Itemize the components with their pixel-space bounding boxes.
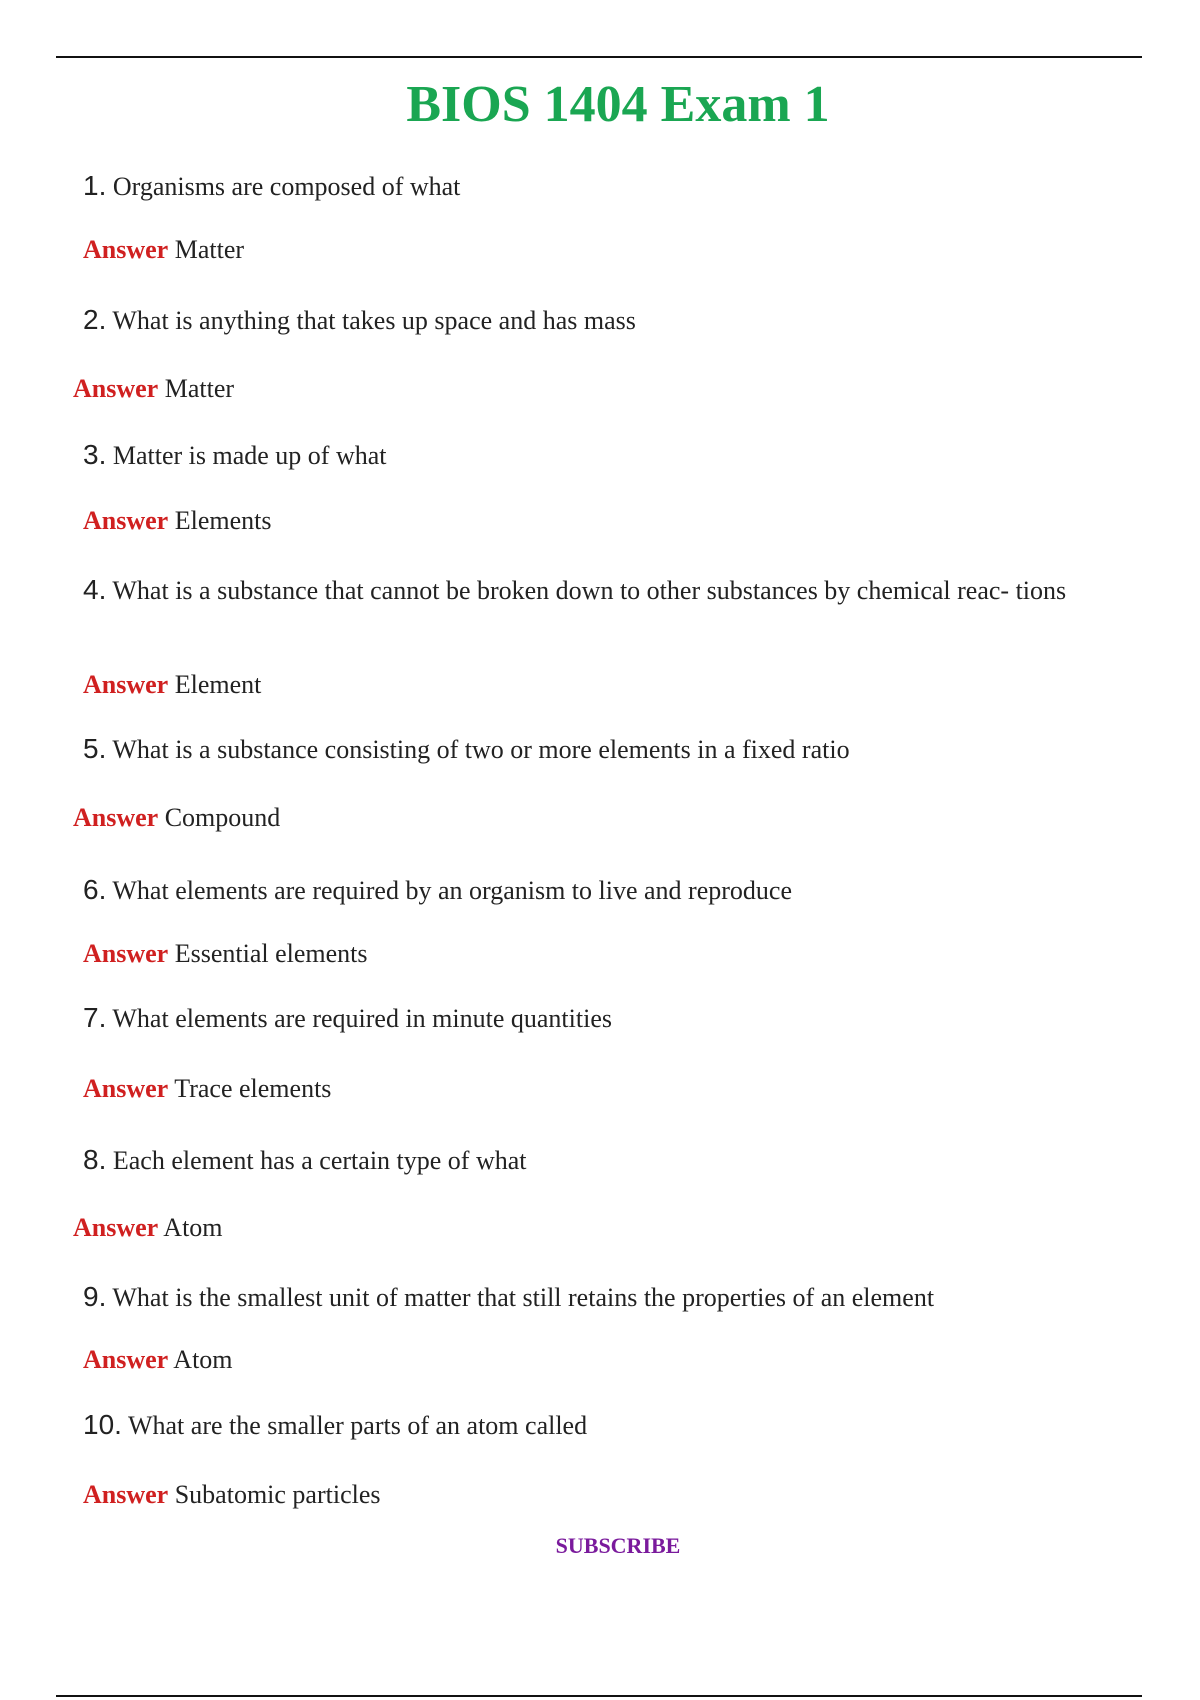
question-text: What are the smaller parts of an atom called xyxy=(127,1411,588,1440)
question-number: 3. xyxy=(83,439,107,470)
answer-text: Elements xyxy=(174,506,272,535)
answer-text: Compound xyxy=(164,803,281,832)
answer-text: Atom xyxy=(173,1345,233,1374)
answer-label: Answer xyxy=(83,235,169,264)
question-7 xyxy=(83,1003,612,1034)
answer-text: Trace elements xyxy=(174,1074,332,1103)
question-3 xyxy=(83,440,387,471)
answer-label: Answer xyxy=(83,1480,169,1509)
question-text: Matter is made up of what xyxy=(112,441,387,470)
answer-1 xyxy=(83,235,244,265)
question-number: 4. xyxy=(83,574,107,605)
answer-5 xyxy=(73,803,280,833)
answer-6 xyxy=(83,939,368,969)
question-6 xyxy=(83,875,792,906)
answer-label: Answer xyxy=(73,1213,159,1242)
question-5 xyxy=(83,734,850,765)
answer-text: Element xyxy=(174,670,262,699)
question-number: 7. xyxy=(83,1002,107,1033)
answer-7 xyxy=(83,1074,331,1104)
answer-text: Atom xyxy=(163,1213,223,1242)
question-4 xyxy=(83,575,1083,606)
question-text: What is a substance consisting of two or more elements in a fixed ratio xyxy=(112,735,850,764)
question-10 xyxy=(83,1410,587,1441)
answer-2 xyxy=(73,374,234,404)
answer-label: Answer xyxy=(83,1345,169,1374)
answer-text: Essential elements xyxy=(174,939,368,968)
answer-3 xyxy=(83,506,271,536)
answer-label: Answer xyxy=(83,670,169,699)
answer-text: Matter xyxy=(164,374,235,403)
answer-label: Answer xyxy=(73,374,159,403)
question-number: 6. xyxy=(83,874,107,905)
answer-8 xyxy=(73,1213,223,1243)
answer-label: Answer xyxy=(83,939,169,968)
question-number: 8. xyxy=(83,1144,107,1175)
question-text: What elements are required by an organism to live and reproduce xyxy=(112,876,792,905)
top-divider xyxy=(56,56,1142,58)
answer-label: Answer xyxy=(73,803,159,832)
question-text: Each element has a certain type of what xyxy=(112,1146,527,1175)
answer-9 xyxy=(83,1345,233,1375)
question-number: 10. xyxy=(83,1409,122,1440)
question-text: Organisms are composed of what xyxy=(112,172,461,201)
question-9 xyxy=(83,1282,934,1313)
question-1 xyxy=(83,171,460,202)
answer-10 xyxy=(83,1480,381,1510)
answer-label: Answer xyxy=(83,1074,169,1103)
bottom-divider xyxy=(56,1695,1142,1697)
question-2 xyxy=(83,305,636,336)
answer-text: Subatomic particles xyxy=(174,1480,381,1509)
question-text: What is the smallest unit of matter that still retains the properties of an element xyxy=(112,1283,935,1312)
subscribe-link[interactable]: SUBSCRIBE xyxy=(555,1533,681,1558)
question-text: What elements are required in minute quantities xyxy=(112,1004,612,1033)
answer-label: Answer xyxy=(83,506,169,535)
question-text: What is anything that takes up space and has mass xyxy=(112,306,636,335)
question-number: 9. xyxy=(83,1281,107,1312)
question-8 xyxy=(83,1145,527,1176)
answer-4 xyxy=(83,670,261,700)
question-number: 1. xyxy=(83,170,107,201)
answer-text: Matter xyxy=(174,235,245,264)
question-number: 5. xyxy=(83,733,107,764)
page-title: BIOS 1404 Exam 1 xyxy=(406,76,830,133)
question-text: What is a substance that cannot be broken down to other substances by chemical reac- tions xyxy=(112,576,1067,605)
question-number: 2. xyxy=(83,304,107,335)
